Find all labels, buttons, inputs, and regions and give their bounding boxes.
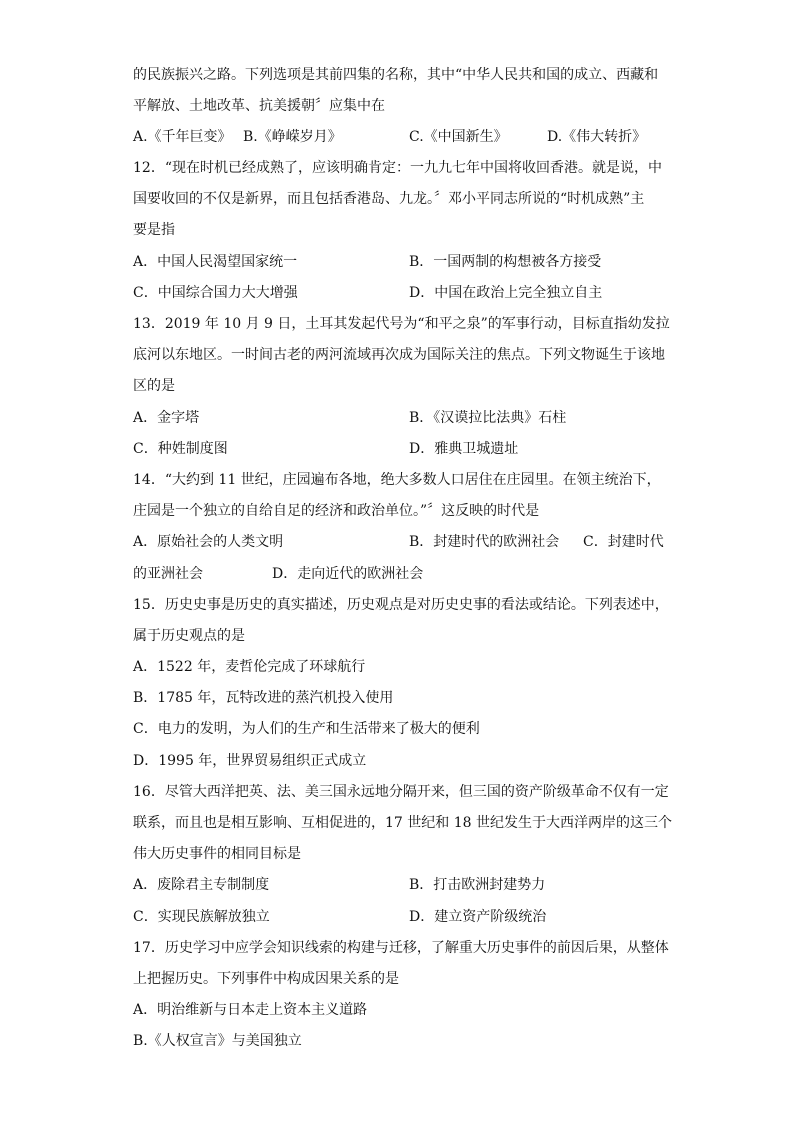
stem-text: 庄园是一个独立的自给自足的经济和政治单位。”〞这反映的时代是	[133, 503, 540, 520]
option-row	[0, 902, 794, 933]
option-row	[0, 559, 794, 590]
option-b: B.《峥嵘岁月》	[243, 128, 342, 145]
option-c: C．种姓制度图	[133, 440, 228, 457]
option-b: B．一国两制的构想被各方接受	[409, 253, 602, 270]
question-stem-line	[0, 777, 794, 808]
question-stem-line	[0, 371, 794, 402]
option-row	[0, 746, 794, 777]
option-row	[0, 683, 794, 714]
stem-text: 14．“大约到 11 世纪，庄园遍布各地，绝大多数人口居住在庄园里。在领主统治下，	[133, 471, 661, 488]
option-b: B．《汉谟拉比法典》石柱	[409, 409, 567, 426]
stem-text: 底河以东地区。一时间古老的两河流域再次成为国际关注的焦点。下列文物诞生于该地	[133, 347, 665, 364]
option-row	[0, 403, 794, 434]
option-b: B．打击欧洲封建势力	[409, 877, 546, 894]
question-16	[0, 777, 794, 933]
option-d: D．走向近代的欧洲社会	[272, 565, 424, 582]
option-row	[0, 652, 794, 683]
option-row	[0, 278, 794, 309]
option-b: B.《人权宣言》与美国独立	[133, 1033, 302, 1050]
option-d: D．1995 年，世界贸易组织正式成立	[133, 752, 367, 769]
question-13	[0, 309, 794, 465]
option-a: A．金字塔	[133, 409, 200, 426]
question-stem-line	[0, 496, 794, 527]
option-b: B．封建时代的欧洲社会	[409, 534, 560, 551]
option-row	[0, 527, 794, 558]
option-row	[0, 122, 794, 153]
stem-text: 13．2019 年 10 月 9 日，土耳其发起代号为“和平之泉”的军事行动，目标直指幼发拉	[133, 316, 670, 332]
question-stem-line	[0, 839, 794, 870]
option-c: C．实现民族解放独立	[133, 908, 270, 925]
question-stem-line	[0, 153, 794, 184]
option-d: D．中国在政治上完全独立自主	[409, 284, 603, 301]
question-stem-line	[0, 215, 794, 246]
question-14	[0, 465, 794, 590]
option-c: C．电力的发明，为人们的生产和生活带来了极大的便利	[133, 721, 480, 738]
option-row	[0, 995, 794, 1026]
stem-text: 联系，而且也是相互影响、互相促进的，17 世纪和 18 世纪发生于大西洋两岸的这三个	[133, 815, 672, 831]
question-stem-line	[0, 309, 794, 340]
question-stem-line	[0, 60, 794, 91]
option-row	[0, 434, 794, 465]
question-12	[0, 153, 794, 309]
question-stem-line	[0, 91, 794, 122]
question-stem-line	[0, 808, 794, 839]
stem-text: 12．“现在时机已经成熟了，应该明确肯定：一九九七年中国将收回香港。就是说，中	[133, 160, 662, 177]
option-row	[0, 1026, 794, 1057]
stem-text: 伟大历史事件的相同目标是	[133, 846, 301, 863]
option-d: D.《伟大转折》	[547, 128, 647, 145]
stem-text: 16．尽管大西洋把英、法、美三国永远地分隔开来，但三国的资产阶级革命不仅有一定	[133, 783, 669, 800]
option-a: A．中国人民渴望国家统一	[133, 253, 298, 270]
stem-text: 平解放、土地改革、抗美援朝〞应集中在	[133, 97, 385, 114]
option-c: C．中国综合国力大大增强	[133, 284, 298, 301]
question-stem-line	[0, 933, 794, 964]
option-a: A．明治维新与日本走上资本主义道路	[133, 1002, 368, 1019]
option-c-continued: 的亚洲社会	[133, 565, 203, 582]
question-stem-line	[0, 465, 794, 496]
option-row	[0, 714, 794, 745]
option-a: A．原始社会的人类文明	[133, 534, 284, 551]
stem-text: 15．历史史事是历史的真实描述，历史观点是对历史史事的看法或结论。下列表述中，	[133, 596, 669, 613]
stem-text: 国要收回的不仅是新界，而且包括香港岛、九龙。〞邓小平同志所说的“时机成熟”主	[133, 191, 645, 208]
option-row	[0, 870, 794, 901]
stem-text: 17．历史学习中应学会知识线索的构建与迁移，了解重大历史事件的前因后果，从整体	[133, 939, 669, 956]
question-17	[0, 933, 794, 1058]
question-stem-line	[0, 621, 794, 652]
stem-text: 属于历史观点的是	[133, 627, 245, 644]
stem-text: 上把握历史。下列事件中构成因果关系的是	[133, 970, 399, 987]
question-15	[0, 590, 794, 777]
exam-page	[0, 60, 794, 1058]
option-d: D．雅典卫城遗址	[409, 440, 519, 457]
option-row	[0, 247, 794, 278]
option-a: A．1522 年，麦哲伦完成了环球航行	[133, 659, 366, 676]
stem-text: 要是指	[133, 222, 175, 239]
option-d: D．建立资产阶级统治	[409, 908, 547, 925]
option-c: C.《中国新生》	[409, 128, 508, 145]
question-stem-line	[0, 590, 794, 621]
option-a: A．废除君主专制制度	[133, 877, 270, 894]
stem-text: 区的是	[133, 378, 175, 395]
option-c: C．封建时代	[583, 534, 664, 551]
question-stem-line	[0, 340, 794, 371]
option-b: B．1785 年，瓦特改进的蒸汽机投入使用	[133, 690, 394, 707]
stem-text: 的民族振兴之路。下列选项是其前四集的名称，其中“中华人民共和国的成立、西藏和	[133, 66, 659, 83]
question-stem-line	[0, 184, 794, 215]
question-stem-line	[0, 964, 794, 995]
option-a: A.《千年巨变》	[133, 128, 232, 145]
question-11	[0, 60, 794, 154]
